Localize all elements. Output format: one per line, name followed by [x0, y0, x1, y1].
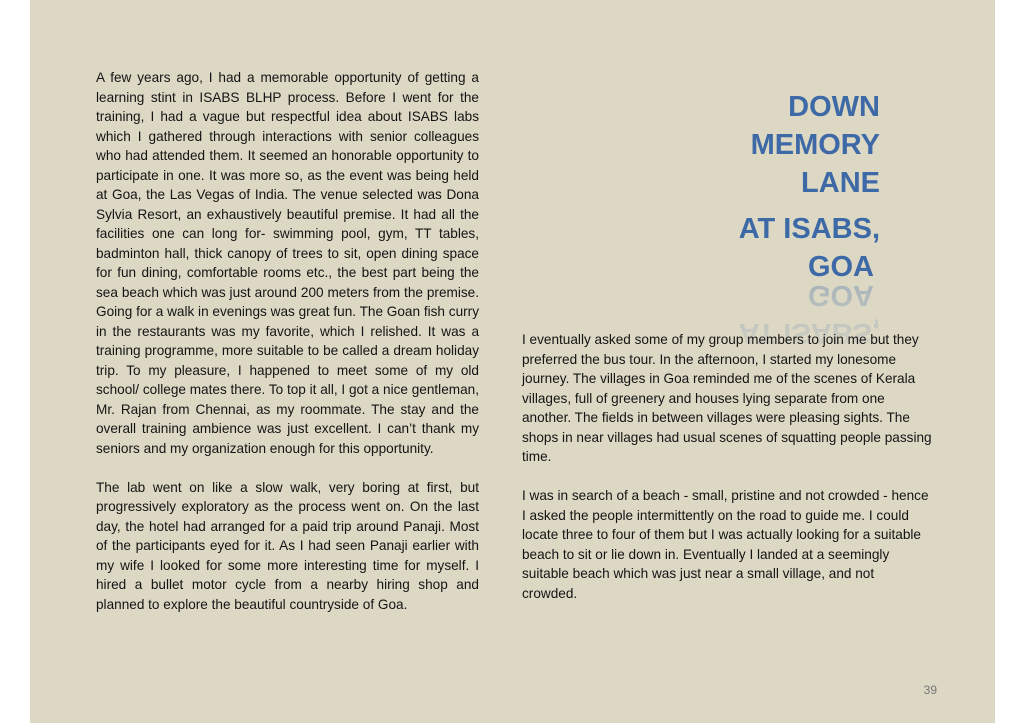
title-spacer: [739, 202, 880, 210]
right-column: [522, 330, 932, 623]
page-number: 39: [923, 683, 937, 697]
paragraph: I eventually asked some of my group members to join me but they preferred the bus tour. In the afternoon, I started my lonesome journey. The villages in Goa reminded me of the scenes of Kerala villages, full of greenery and houses lying separate from one another. The fields in between villages were pleasing sights. The shops in near villages had usual scenes of squatting people passing time.: [522, 332, 932, 464]
left-column: [96, 68, 479, 634]
title-line: LANE: [801, 167, 880, 199]
paragraph: I was in search of a beach - small, pristine and not crowded - hence I asked the people intermittently on the road to guide me. I could locate three to four of them but I was actually looking for a suitable beach to sit or lie down in. Eventually I landed at a seemingly suitable beach which was just near a small village, and not crowded.: [522, 488, 929, 601]
paragraph: The lab went on like a slow walk, very boring at first, but progressively exploratory as the process went on. On the last day, the hotel had arranged for a paid trip around Panaji. Most of the participants eyed for it. As I had seen Panaji earlier with my wife I looked for some more interesting time for myself. I hired a bullet motor cycle from a nearby hiring shop and planned to explore the beautiful countryside of Goa.: [96, 479, 479, 612]
article-title: [739, 88, 880, 286]
title-line: GOA: [807, 251, 874, 283]
document-page: [30, 0, 995, 723]
title-line: MEMORY: [750, 129, 880, 161]
title-line: AT ISABS,: [738, 213, 880, 245]
title-line: DOWN: [788, 91, 880, 123]
paragraph: A few years ago, I had a memorable opportunity of getting a learning stint in ISABS BLHP process. Before I went for the training, I had a vague but respectful idea about ISABS labs which I gathered through interactions with senior colleagues who had attended them. It seemed an honorable opportunity to participate in one. It was more so, as the event was being held at Goa, the Las Vegas of India. The venue selected was Dona Sylvia Resort, an exhaustively beautiful premise. It had all the facilities one can long for- swimming pool, gym, TT tables, badminton hall, thick canopy of trees to sit, open dining space for fun dining, comfortable rooms etc., the best part being the sea beach which was just around 200 meters from the premise. Going for a walk in evenings was great fun. The Goan fish curry in the restaurants was my favorite, which I relished. It was a training programme, more suitable to be called a dream holiday trip. To my pleasure, I happened to meet some of my old school/ college mates there. To top it all, I got a nice gentleman, Mr. Rajan from Chennai, as my roommate. The stay and the overall training ambience was just excellent. I can’t thank my seniors and my organization enough for this opportunity.: [96, 70, 479, 456]
